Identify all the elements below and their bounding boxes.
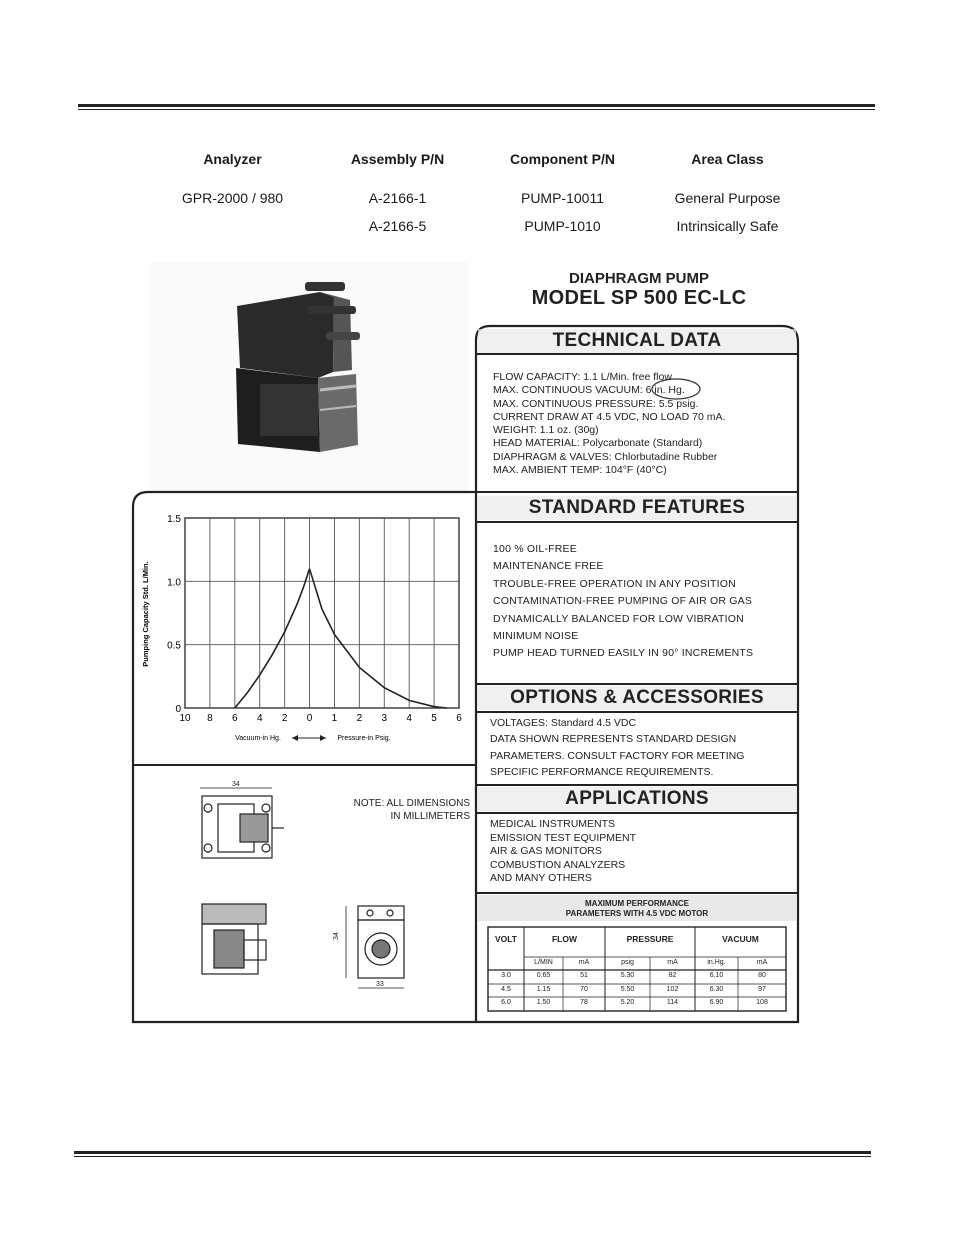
cell-component-pn: PUMP-10011 bbox=[520, 190, 604, 206]
application-line: EMISSION TEST EQUIPMENT bbox=[490, 831, 637, 844]
perf-cell: 102 bbox=[666, 986, 679, 993]
dimensions-note bbox=[290, 797, 470, 823]
x-tick-label: 6 bbox=[232, 713, 238, 724]
perf-header-flow: FLOW bbox=[551, 934, 578, 944]
header-component-pn: Component P/N bbox=[510, 151, 615, 167]
y-tick-label: 1.5 bbox=[167, 514, 181, 525]
perf-subheader: L/MIN bbox=[534, 959, 553, 966]
x-tick-label: 0 bbox=[306, 713, 313, 724]
dim-height-side: 34 bbox=[333, 932, 340, 940]
x-tick-label: 8 bbox=[207, 713, 213, 724]
chart-xlabel-vacuum: Vacuum-in Hg. bbox=[235, 735, 281, 742]
feature-line: 100 % OIL-FREE bbox=[493, 543, 577, 555]
x-tick-label: 2 bbox=[281, 713, 288, 724]
x-tick-label: 1 bbox=[331, 713, 338, 724]
y-tick-label: 0.5 bbox=[167, 640, 181, 652]
spec-line: DIAPHRAGM & VALVES: Chlorbutadine Rubber bbox=[493, 450, 718, 463]
performance-heading-line: PARAMETERS WITH 4.5 VDC MOTOR bbox=[565, 909, 709, 918]
y-tick-label: 0 bbox=[175, 704, 181, 715]
technical-data-heading: TECHNICAL DATA bbox=[552, 330, 722, 351]
applications-heading: APPLICATIONS bbox=[565, 788, 709, 809]
header-assembly-pn: Assembly P/N bbox=[350, 151, 445, 167]
y-tick-label: 1.0 bbox=[167, 577, 181, 589]
performance-heading-line: MAXIMUM PERFORMANCE bbox=[585, 899, 689, 908]
perf-cell: 51 bbox=[580, 972, 588, 979]
feature-line: PUMP HEAD TURNED EASILY IN 90° INCREMENTS bbox=[493, 647, 754, 660]
perf-cell: 108 bbox=[756, 999, 768, 1006]
x-tick-label: 3 bbox=[381, 713, 388, 724]
perf-cell: 1.15 bbox=[536, 986, 551, 993]
header-analyzer: Analyzer bbox=[203, 151, 262, 167]
perf-cell: 5.20 bbox=[620, 999, 635, 1006]
technical-data-list bbox=[493, 371, 725, 477]
dim-width-top: 34 bbox=[232, 781, 240, 788]
chart-plot-area bbox=[141, 514, 462, 742]
datasheet-model: MODEL SP 500 EC-LC bbox=[531, 287, 747, 309]
note-line: NOTE: ALL DIMENSIONS bbox=[353, 798, 470, 809]
pressure-curve bbox=[310, 569, 447, 708]
perf-cell: 6.10 bbox=[709, 972, 724, 979]
cell-component-pn: PUMP-1010 bbox=[524, 218, 601, 234]
cell-analyzer: GPR-2000 / 980 bbox=[181, 190, 284, 206]
x-tick-label: 4 bbox=[406, 713, 412, 724]
perf-cell: 82 bbox=[668, 972, 677, 979]
performance-heading bbox=[478, 899, 796, 919]
perf-header-pressure: PRESSURE bbox=[626, 934, 674, 944]
perf-subheader: psig bbox=[621, 959, 634, 966]
applications-list bbox=[490, 818, 636, 886]
spec-line: CURRENT DRAW AT 4.5 VDC, NO LOAD 70 mA. bbox=[493, 410, 726, 423]
pump-photo bbox=[150, 262, 468, 492]
chart-ylabel: Pumping Capacity Std. L/Min. bbox=[141, 561, 150, 667]
perf-cell: 70 bbox=[580, 986, 588, 993]
arrow-left-icon bbox=[292, 735, 298, 741]
option-line: DATA SHOWN REPRESENTS STANDARD DESIGN bbox=[490, 733, 737, 746]
perf-cell: 80 bbox=[758, 972, 766, 979]
options-list bbox=[490, 715, 744, 780]
cell-assembly-pn: A-2166-5 bbox=[368, 218, 427, 234]
spec-line: MAX. AMBIENT TEMP: 104°F (40°C) bbox=[493, 464, 667, 477]
application-line: MEDICAL INSTRUMENTS bbox=[490, 818, 616, 830]
note-line: IN MILLIMETERS bbox=[390, 811, 470, 822]
perf-cell: 5.30 bbox=[620, 972, 635, 979]
perf-cell: 6.0 bbox=[501, 999, 511, 1006]
perf-cell: 4.5 bbox=[501, 986, 511, 993]
perf-header-vacuum: VACUUM bbox=[722, 934, 759, 944]
spec-line: WEIGHT: 1.1 oz. (30g) bbox=[493, 424, 599, 437]
application-line: AND MANY OTHERS bbox=[490, 872, 592, 884]
feature-line: CONTAMINATION-FREE PUMPING OF AIR OR GAS bbox=[493, 595, 753, 608]
option-line: VOLTAGES: Standard 4.5 VDC bbox=[490, 717, 637, 729]
perf-cell: 1.50 bbox=[536, 999, 551, 1006]
standard-features-list bbox=[493, 541, 753, 663]
application-line: AIR & GAS MONITORS bbox=[490, 845, 602, 857]
x-tick-label: 5 bbox=[431, 713, 437, 724]
feature-line: DYNAMICALLY BALANCED FOR LOW VIBRATION bbox=[493, 612, 744, 625]
x-tick-label: 10 bbox=[179, 713, 191, 724]
bottom-rule bbox=[74, 1151, 871, 1157]
options-heading: OPTIONS & ACCESSORIES bbox=[510, 687, 764, 708]
perf-cell: 6.30 bbox=[709, 986, 724, 993]
spec-line: MAX. CONTINUOUS VACUUM: 6 in. Hg. bbox=[493, 384, 685, 397]
option-line: SPECIFIC PERFORMANCE REQUIREMENTS. bbox=[490, 765, 714, 778]
dim-width-side: 33 bbox=[376, 981, 384, 988]
perf-cell: 114 bbox=[666, 999, 679, 1006]
datasheet-title: DIAPHRAGM PUMP bbox=[568, 270, 709, 287]
cell-area-class: Intrinsically Safe bbox=[676, 218, 779, 234]
header-area-class: Area Class bbox=[691, 151, 764, 167]
x-tick-label: 2 bbox=[356, 713, 363, 724]
perf-subheader: in.Hg. bbox=[707, 959, 726, 966]
x-tick-label: 6 bbox=[456, 713, 462, 724]
vacuum-curve bbox=[235, 569, 310, 708]
standard-features-heading: STANDARD FEATURES bbox=[528, 497, 746, 518]
perf-cell: 0.65 bbox=[536, 972, 551, 979]
feature-line: TROUBLE-FREE OPERATION IN ANY POSITION bbox=[493, 577, 736, 590]
arrow-right-icon bbox=[320, 735, 326, 741]
spec-line: FLOW CAPACITY: 1.1 L/Min. free flow bbox=[493, 371, 672, 383]
perf-subheader: mA bbox=[756, 959, 768, 966]
perf-cell: 6.90 bbox=[709, 999, 724, 1006]
application-line: COMBUSTION ANALYZERS bbox=[490, 858, 626, 871]
x-tick-label: 4 bbox=[256, 713, 263, 724]
perf-header-volt: VOLT bbox=[494, 934, 518, 944]
chart-xlabel-pressure: Pressure-in Psig. bbox=[337, 735, 391, 742]
spec-line: MAX. CONTINUOUS PRESSURE: 5.5 psig. bbox=[493, 397, 699, 410]
perf-cell: 97 bbox=[758, 986, 766, 993]
perf-subheader: mA bbox=[578, 959, 590, 966]
feature-line: MAINTENANCE FREE bbox=[493, 560, 604, 573]
perf-subheader: mA bbox=[667, 959, 678, 966]
cell-assembly-pn: A-2166-1 bbox=[368, 190, 427, 206]
perf-cell: 3.0 bbox=[501, 972, 511, 979]
perf-cell: 78 bbox=[580, 999, 588, 1006]
option-line: PARAMETERS. CONSULT FACTORY FOR MEETING bbox=[490, 749, 745, 762]
perf-cell: 5.50 bbox=[620, 986, 635, 993]
spec-line: HEAD MATERIAL: Polycarbonate (Standard) bbox=[493, 437, 703, 450]
feature-line: MINIMUM NOISE bbox=[493, 630, 579, 643]
cell-area-class: General Purpose bbox=[674, 190, 781, 206]
